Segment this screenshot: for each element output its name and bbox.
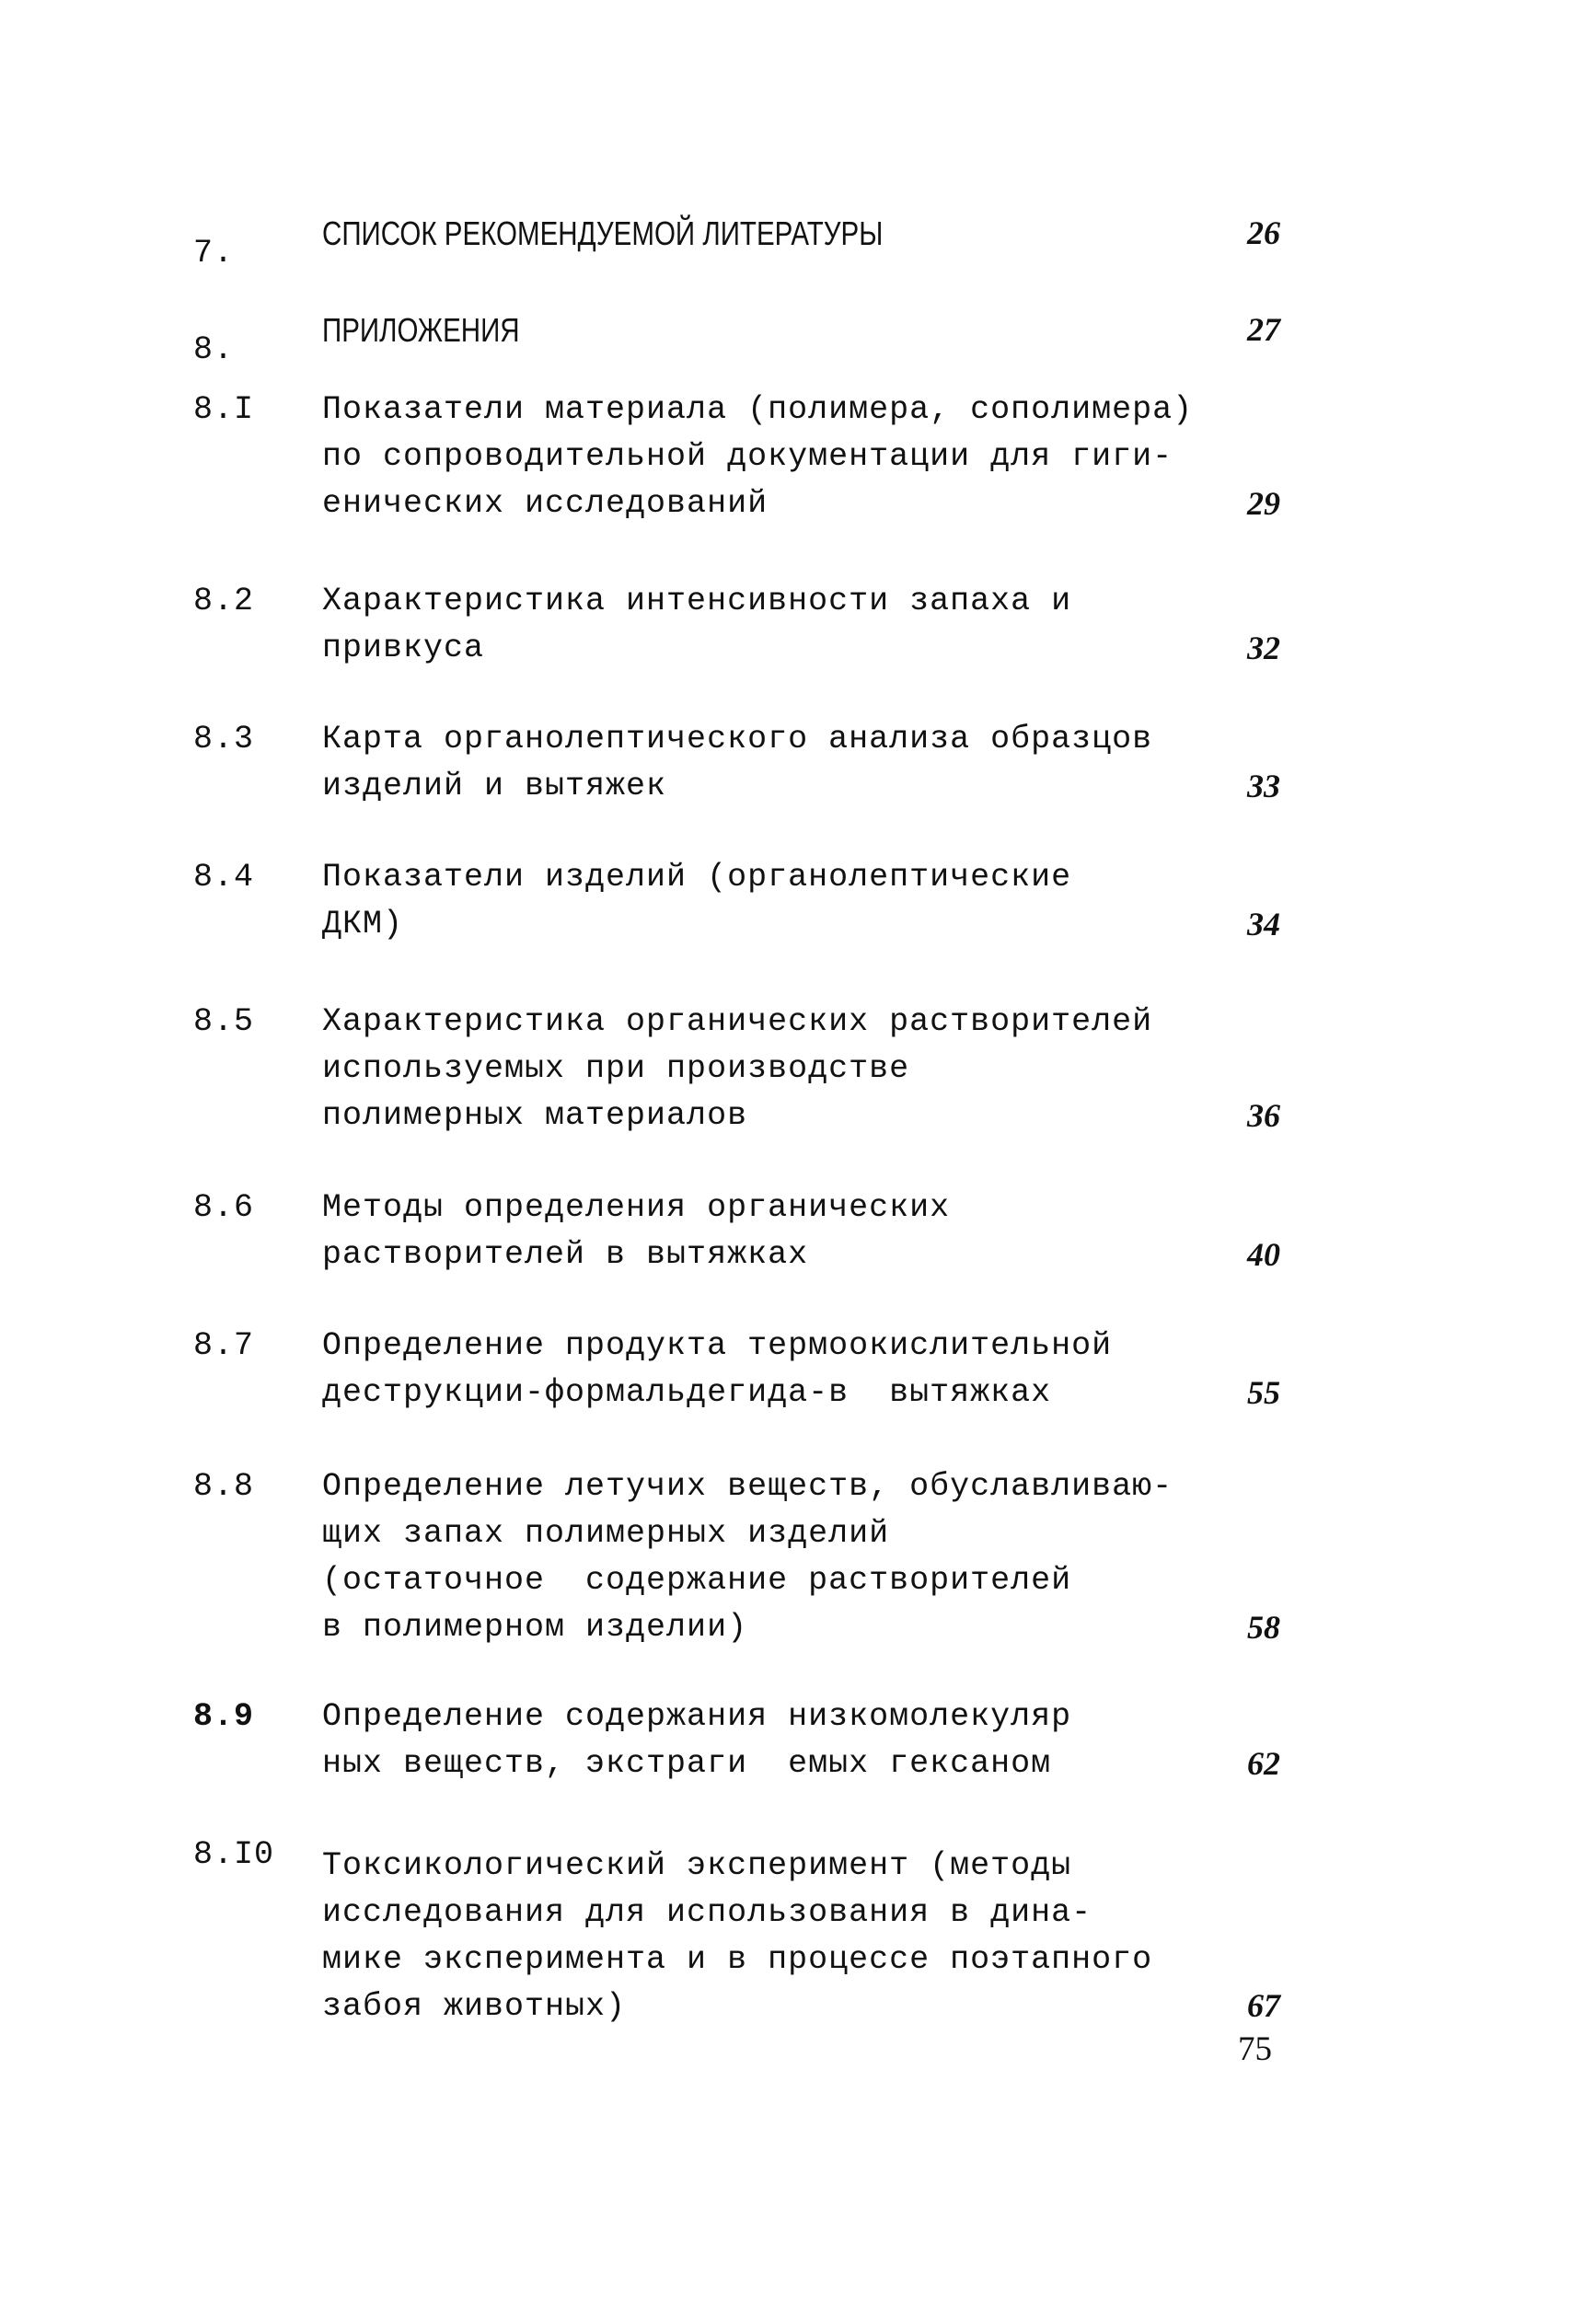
entry-title <box>322 306 520 353</box>
entry-number: 8.3 <box>193 721 255 757</box>
entry-number: 8.I0 <box>193 1836 275 1873</box>
entry-title-line: Определение содержания низкомолекуляр <box>322 1698 1072 1735</box>
entry-title-line: деструкции-формальдегида-в вытяжках <box>322 1374 1052 1411</box>
entry-page-number: 55 <box>1247 1374 1280 1411</box>
entry-title <box>322 1843 1152 2030</box>
entry-number: 8.8 <box>193 1468 255 1505</box>
entry-number: 8.7 <box>193 1327 255 1364</box>
entry-page-number: 40 <box>1247 1236 1280 1273</box>
entry-title-line: изделий и вытяжек <box>322 768 667 804</box>
entry-title <box>322 578 1071 672</box>
entry-title-line: ПРИЛОЖЕНИЯ <box>322 311 520 349</box>
entry-page-number: 34 <box>1247 906 1280 942</box>
entry-title-line: растворителей в вытяжках <box>322 1236 809 1273</box>
entry-number: 8.9 <box>193 1698 255 1735</box>
entry-page-number: 62 <box>1247 1745 1280 1782</box>
entry-title <box>322 387 1193 527</box>
entry-title-line: Методы определения органических <box>322 1189 951 1226</box>
entry-number: 8.6 <box>193 1189 255 1226</box>
entry-page-number: 26 <box>1247 214 1280 251</box>
entry-page-number: 58 <box>1247 1609 1280 1646</box>
entry-title-line: СПИСОК РЕКОМЕНДУЕМОЙ ЛИТЕРАТУРЫ <box>322 214 884 252</box>
entry-title-line: Определение летучих веществ, обуславливаю- <box>322 1468 1173 1505</box>
entry-title-line: Токсикологический эксперимент (методы <box>322 1847 1072 1884</box>
entry-title-line: исследования для использования в дина- <box>322 1894 1092 1931</box>
entry-title <box>322 1185 950 1278</box>
entry-title-line: мике эксперимента и в процессе поэтапного <box>322 1941 1153 1978</box>
entry-title-line: в полимерном изделии) <box>322 1609 748 1646</box>
entry-title <box>322 1463 1173 1651</box>
entry-number: 8.2 <box>193 583 255 619</box>
entry-title-line: Определение продукта термоокислительной <box>322 1327 1113 1364</box>
entry-page-number: 29 <box>1247 485 1280 522</box>
entry-number: 8.4 <box>193 859 255 896</box>
entry-title-line: привкуса <box>322 630 485 666</box>
entry-title <box>322 854 1071 948</box>
entry-title-line: используемых при производстве <box>322 1050 910 1087</box>
entry-title-line: по сопроводительной документации для гиги- <box>322 438 1173 475</box>
entry-title-line: забоя животных) <box>322 1988 627 2025</box>
entry-title-line: ДКМ) <box>322 906 404 942</box>
entry-page-number: 33 <box>1247 768 1280 804</box>
entry-page-number: 27 <box>1247 311 1280 348</box>
entry-title-line: Карта органолептического анализа образцов <box>322 721 1153 757</box>
entry-title <box>322 1694 1071 1787</box>
page-number: 75 <box>1238 2030 1272 2068</box>
entry-title-line: полимерных материалов <box>322 1097 748 1134</box>
entry-title-line: енических исследований <box>322 485 769 522</box>
entry-title <box>322 1323 1112 1416</box>
entry-number: 8.I <box>193 391 255 428</box>
entry-number: 8.5 <box>193 1003 255 1040</box>
entry-title-line: Показатели изделий (органолептические <box>322 859 1072 896</box>
entry-title <box>322 999 1152 1139</box>
entry-title-line: ных веществ, экстраги емых гексаном <box>322 1745 1052 1782</box>
entry-title <box>322 210 883 257</box>
entry-page-number: 67 <box>1247 1987 1280 2024</box>
entry-page-number: 32 <box>1247 630 1280 666</box>
entry-number: 8. <box>193 331 235 368</box>
entry-page-number: 36 <box>1247 1097 1280 1134</box>
entry-number: 7. <box>193 235 235 272</box>
entry-title-line: (остаточное содержание растворителей <box>322 1562 1072 1599</box>
entry-title <box>322 716 1152 810</box>
entry-title-line: Характеристика интенсивности запаха и <box>322 583 1072 619</box>
entry-title-line: Показатели материала (полимера, сополимера) <box>322 391 1194 428</box>
entry-title-line: щих запах полимерных изделий <box>322 1515 890 1552</box>
entry-title-line: Характеристика органических растворителей <box>322 1003 1153 1040</box>
